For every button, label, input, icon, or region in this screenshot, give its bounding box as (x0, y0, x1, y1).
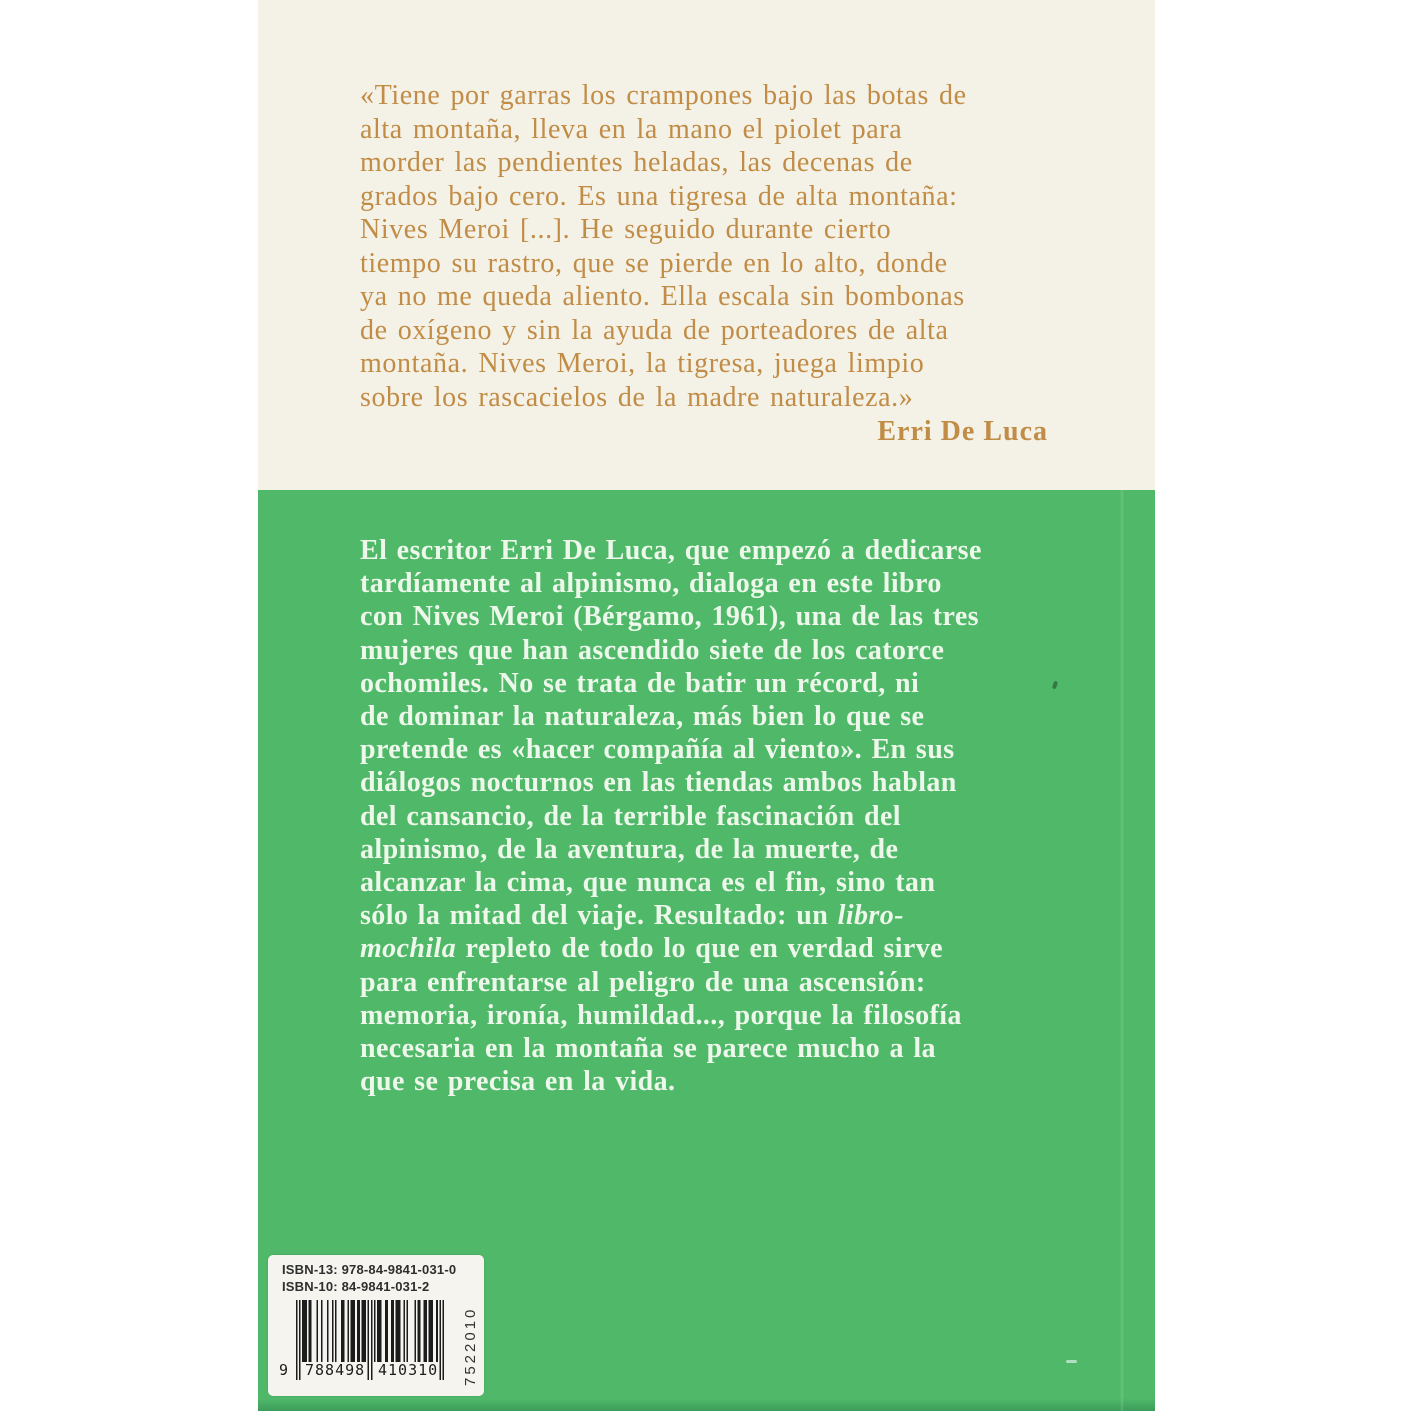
blurb-line: pretende es «hacer compañía al viento». En sus (360, 734, 955, 766)
blurb-line: mujeres que han ascendido siete de los catorce (360, 634, 945, 666)
barcode-digit-group1: 788498 (305, 1361, 366, 1379)
blurb-line: para enfrentarse al peligro de una ascensión: (360, 966, 926, 998)
quote-attribution: Erri De Luca (877, 416, 1048, 447)
quote-line: ya no me queda aliento. Ella escala sin bombonas (360, 281, 965, 312)
blurb-line: memoria, ironía, humildad..., porque la filosofía (360, 999, 962, 1031)
blurb-line: que se precisa en la vida. (360, 1066, 676, 1098)
barcode-digit-lead: 9 (279, 1361, 290, 1379)
quote-line: alta montaña, lleva en la mano el piolet para (360, 113, 903, 145)
quote-line: «Tiene por garras los crampones bajo las botas de (360, 80, 967, 111)
book-back-cover (258, 0, 1155, 1411)
blurb-line: diálogos nocturnos en las tiendas ambos hablan (360, 767, 957, 799)
quote-text (360, 79, 1052, 414)
quote-line: tiempo su rastro, que se pierde en lo alto, donde (360, 247, 948, 279)
blurb-line: de dominar la naturaleza, más bien lo que se (360, 701, 925, 733)
quote-line: sobre los rascacielos de la madre naturaleza.» (360, 381, 914, 413)
quote-line: morder las pendientes heladas, las decenas de (360, 147, 913, 178)
blurb-line: El escritor Erri De Luca, que empezó a dedicarse (360, 535, 982, 566)
blurb-line: mochila repleto de todo lo que en verdad sirve (360, 933, 943, 965)
barcode-digit-group2: 410310 (378, 1361, 439, 1379)
print-scratch (1066, 1360, 1077, 1363)
blurb-text (360, 534, 1060, 1098)
isbn10-text: ISBN-10: 84-9841-031-2 (282, 1279, 430, 1294)
blurb-line: sólo la mitad del viaje. Resultado: un libro- (360, 900, 904, 932)
quote-section (258, 0, 1155, 490)
quote-line: de oxígeno y sin la ayuda de porteadores de alta (360, 314, 949, 346)
blurb-line: con Nives Meroi (Bérgamo, 1961), una de las tres (360, 601, 979, 633)
blurb-line: del cansancio, de la terrible fascinación del (360, 800, 901, 832)
blurb-line: necesaria en la montaña se parece mucho a la (360, 1033, 936, 1065)
ean-barcode (279, 1300, 444, 1380)
quote-line: grados bajo cero. Es una tigresa de alta montaña: (360, 180, 958, 212)
isbn13-text: ISBN-13: 978-84-9841-031-0 (282, 1262, 457, 1277)
blurb-line: ochomiles. No se trata de batir un récord, ni (360, 667, 920, 699)
blurb-line: alcanzar la cima, que nunca es el fin, sino tan (360, 867, 936, 899)
cover-bottom-edge (258, 1398, 1155, 1411)
barcode-label (268, 1255, 484, 1396)
blurb-line: alpinismo, de la aventura, de la muerte, de (360, 833, 899, 865)
barcode-side-number: 7522010 (462, 1306, 479, 1386)
blurb-line: tardíamente al alpinismo, dialoga en este libro (360, 568, 942, 600)
quote-line: Nives Meroi [...]. He seguido durante cierto (360, 214, 892, 245)
blurb-section (258, 490, 1155, 1411)
quote-line: montaña. Nives Meroi, la tigresa, juega limpio (360, 348, 925, 379)
